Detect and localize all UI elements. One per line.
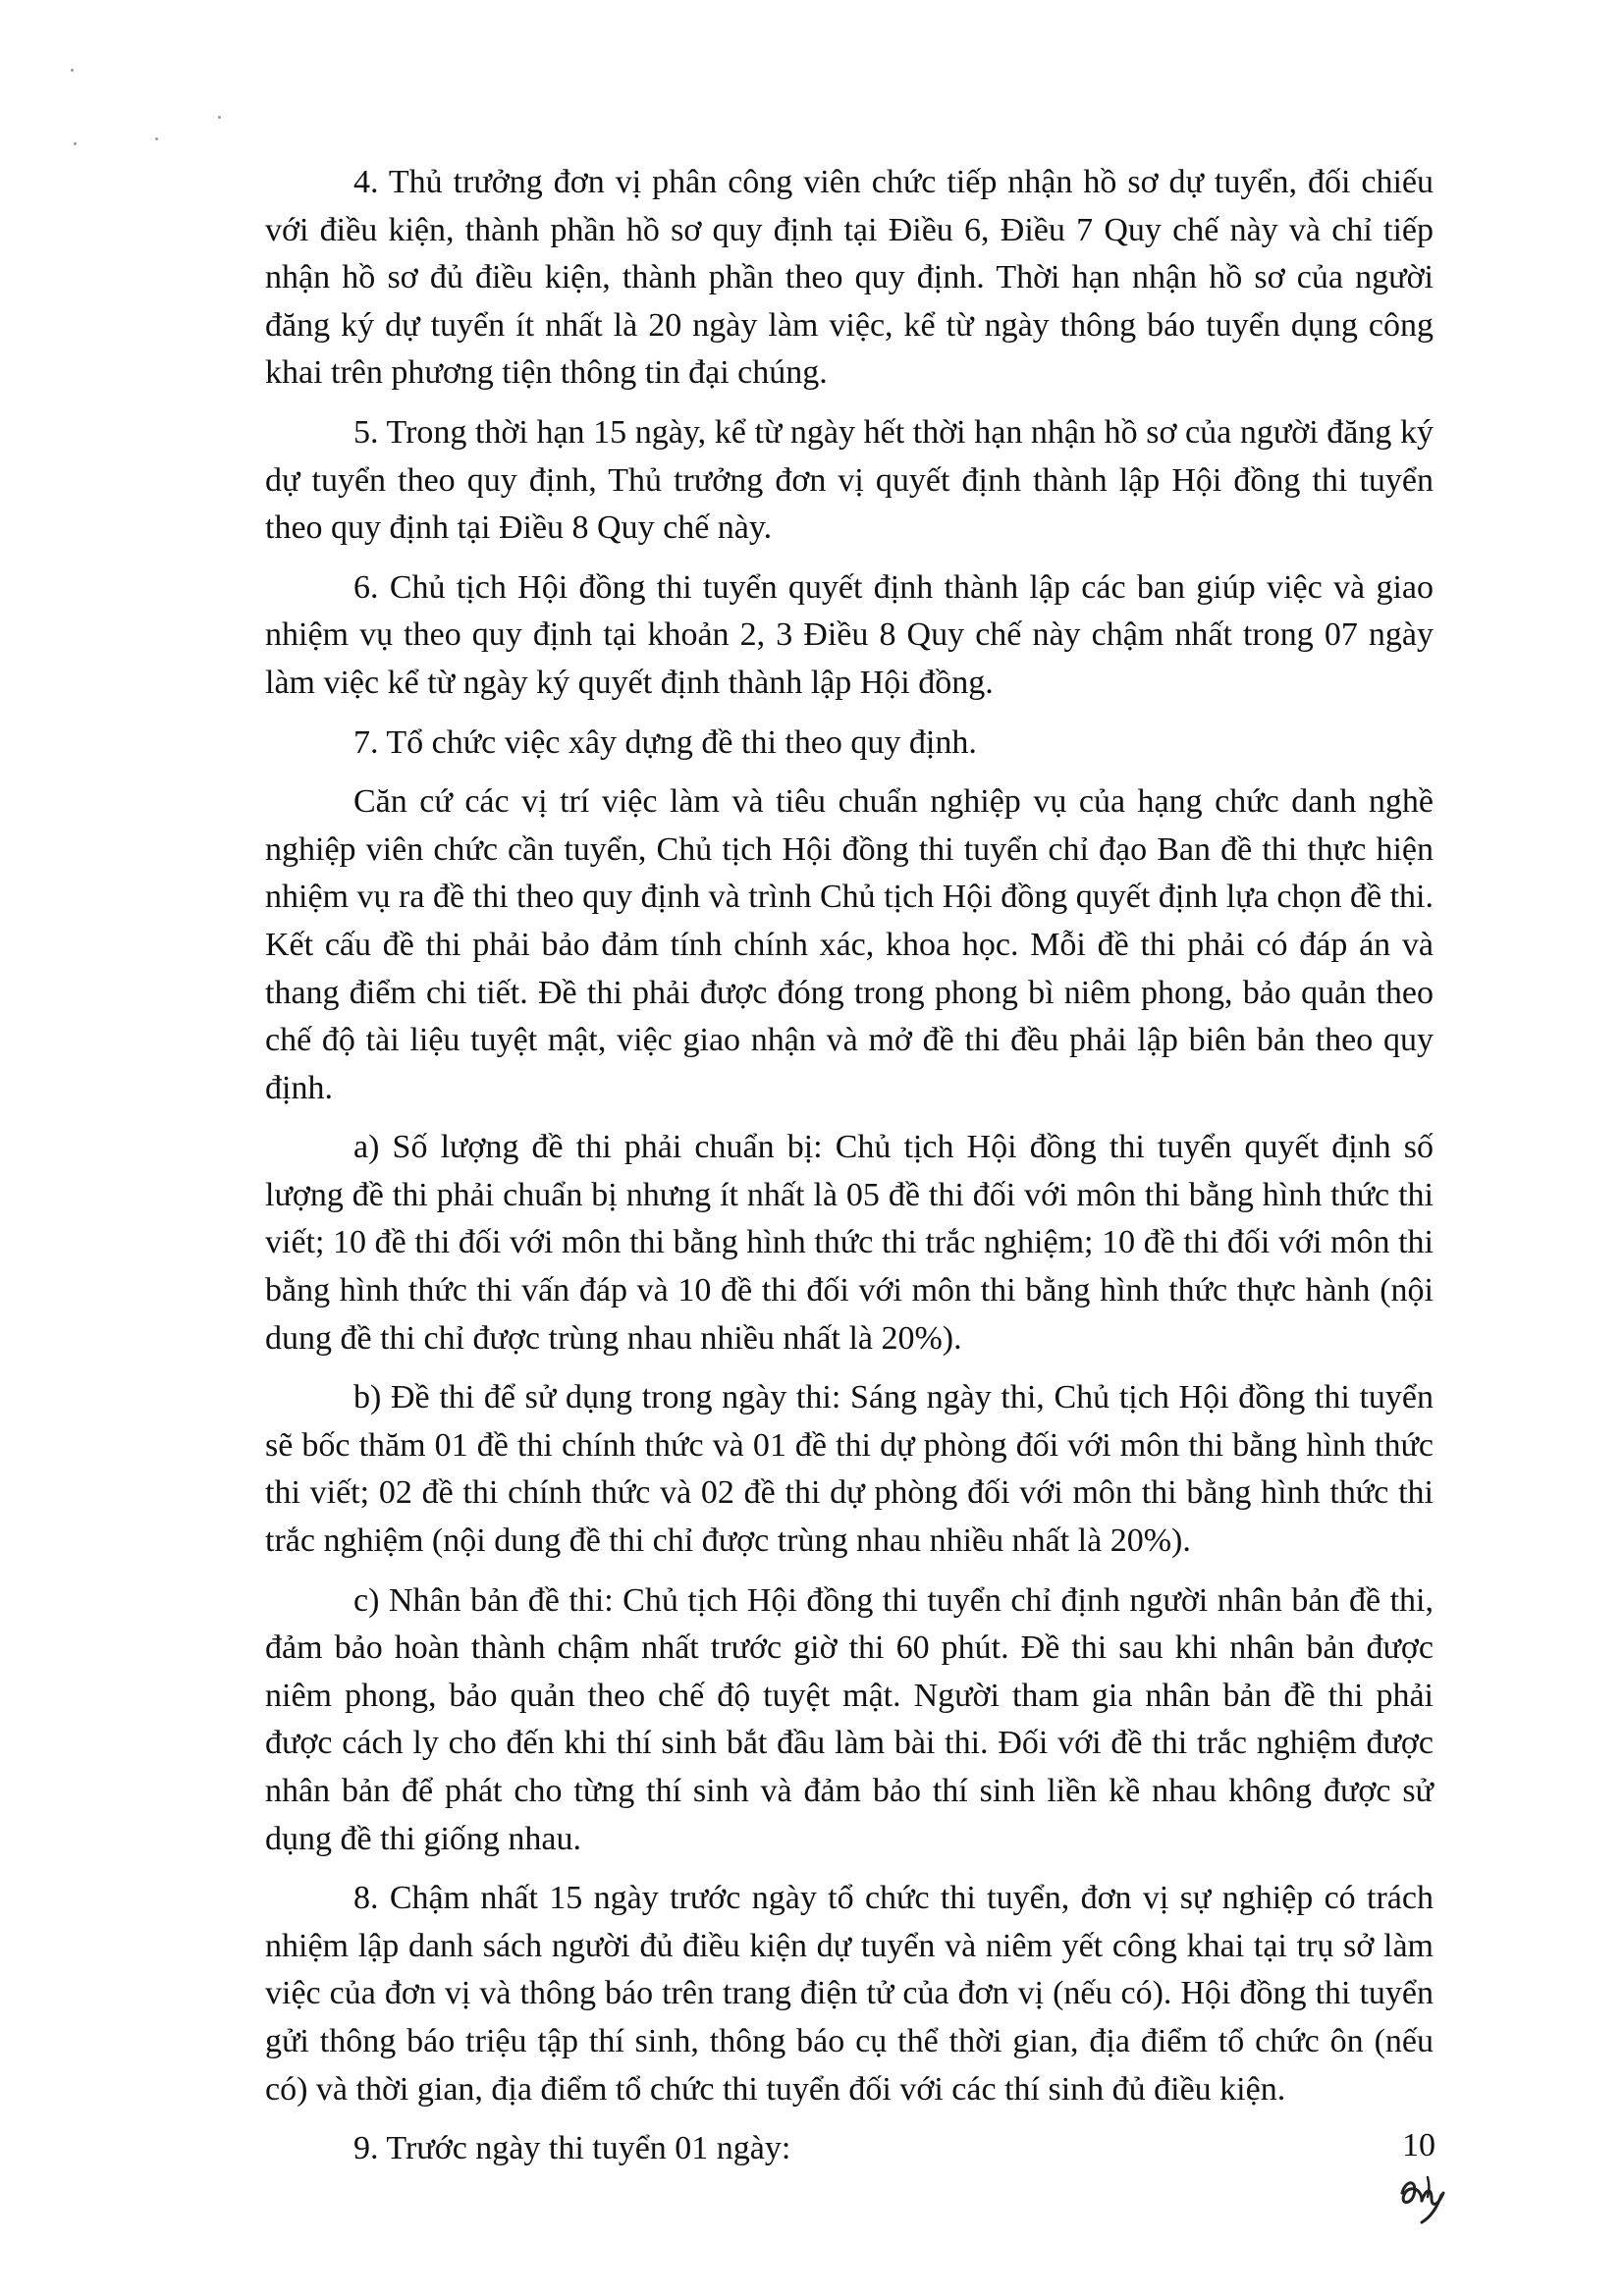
scan-speck <box>155 137 158 140</box>
paragraph-item-7-body: Căn cứ các vị trí việc làm và tiêu chuẩn nghiệp vụ của hạng chức danh nghề nghiệp viên chức cần tuyển, Chủ tịch Hội đồng thi tuyển chỉ đạo Ban đề thi thực hiện nhiệm vụ ra đề thi theo quy định và trình Chủ tịch Hội đồng quyết định lựa chọn đề thi. Kết cấu đề thi phải bảo đảm tính chính xác, khoa học. Mỗi đề thi phải có đáp án và thang điểm chi tiết. Đề thi phải được đóng trong phong bì niêm phong, bảo quản theo chế độ tài liệu tuyệt mật, việc giao nhận và mở đề thi đều phải lập biên bản theo quy định. <box>265 783 1434 1106</box>
scan-speck <box>71 69 74 72</box>
paragraph-item-7: 7. Tổ chức việc xây dựng đề thi theo quy định. <box>353 723 977 761</box>
paragraph-item-7b: b) Đề thi để sử dụng trong ngày thi: Sáng ngày thi, Chủ tịch Hội đồng thi tuyển sẽ bốc thăm 01 đề thi chính thức và 01 đề thi dự phòng đối với môn thi bằng hình thức thi viết; 02 đề thi chính thức và 02 đề thi dự phòng đối với môn thi bằng hình thức thi trắc nghiệm (nội dung đề thi chỉ được trùng nhau nhiều nhất là 20%). <box>265 1379 1434 1560</box>
scan-speck <box>74 142 77 145</box>
paragraph-item-7a: a) Số lượng đề thi phải chuẩn bị: Chủ tịch Hội đồng thi tuyển quyết định số lượng đề thi phải chuẩn bị nhưng ít nhất là 05 đề thi đối với môn thi bằng hình thức thi viết; 10 đề thi đối với môn thi bằng hình thức thi trắc nghiệm; 10 đề thi đối với môn thi bằng hình thức thi vấn đáp và 10 đề thi đối với môn thi bằng hình thức thực hành (nội dung đề thi chỉ được trùng nhau nhiều nhất là 20%). <box>265 1129 1434 1357</box>
paragraph-item-7c: c) Nhân bản đề thi: Chủ tịch Hội đồng thi tuyển chỉ định người nhân bản đề thi, đảm bảo hoàn thành chậm nhất trước giờ thi 60 phút. Đề thi sau khi nhân bản được niêm phong, bảo quản theo chế độ tuyệt mật. Người tham gia nhân bản đề thi phải được cách ly cho đến khi thí sinh bắt đầu làm bài thi. Đối với đề thi trắc nghiệm được nhân bản để phát cho từng thí sinh và đảm bảo thí sinh liền kề nhau không được sử dụng đề thi giống nhau. <box>265 1581 1434 1857</box>
page-number: 10 <box>1402 2127 1435 2163</box>
paragraph-item-4: 4. Thủ trưởng đơn vị phân công viên chức tiếp nhận hồ sơ dự tuyển, đối chiếu với điều kiện, thành phần hồ sơ quy định tại Điều 6, Điều 7 Quy chế này và chỉ tiếp nhận hồ sơ đủ điều kiện, thành phần theo quy định. Thời hạn nhận hồ sơ của người đăng ký dự tuyển ít nhất là 20 ngày làm việc, kể từ ngày thông báo tuyển dụng công khai trên phương tiện thông tin đại chúng. <box>265 164 1434 392</box>
document-body <box>265 159 1434 2185</box>
paragraph-item-5: 5. Trong thời hạn 15 ngày, kể từ ngày hết thời hạn nhận hồ sơ của người đăng ký dự tuyển theo quy định, Thủ trưởng đơn vị quyết định thành lập Hội đồng thi tuyển theo quy định tại Điều 8 Quy chế này. <box>265 413 1434 547</box>
paragraph-item-6: 6. Chủ tịch Hội đồng thi tuyển quyết định thành lập các ban giúp việc và giao nhiệm vụ theo quy định tại khoản 2, 3 Điều 8 Quy chế này chậm nhất trong 07 ngày làm việc kể từ ngày ký quyết định thành lập Hội đồng. <box>265 568 1434 701</box>
scan-speck <box>218 116 221 119</box>
paragraph-item-9: 9. Trước ngày thi tuyển 01 ngày: <box>353 2130 791 2167</box>
paragraph-item-8: 8. Chậm nhất 15 ngày trước ngày tổ chức thi tuyển, đơn vị sự nghiệp có trách nhiệm lập danh sách người đủ điều kiện dự tuyển và niêm yết công khai tại trụ sở làm việc của đơn vị và thông báo trên trang điện tử của đơn vị (nếu có). Hội đồng thi tuyển gửi thông báo triệu tập thí sinh, thông báo cụ thể thời gian, địa điểm tổ chức ôn (nếu có) và thời gian, địa điểm tổ chức thi tuyển đối với các thí sinh đủ điều kiện. <box>265 1880 1434 2108</box>
handwritten-initials-icon <box>1392 2171 1455 2226</box>
